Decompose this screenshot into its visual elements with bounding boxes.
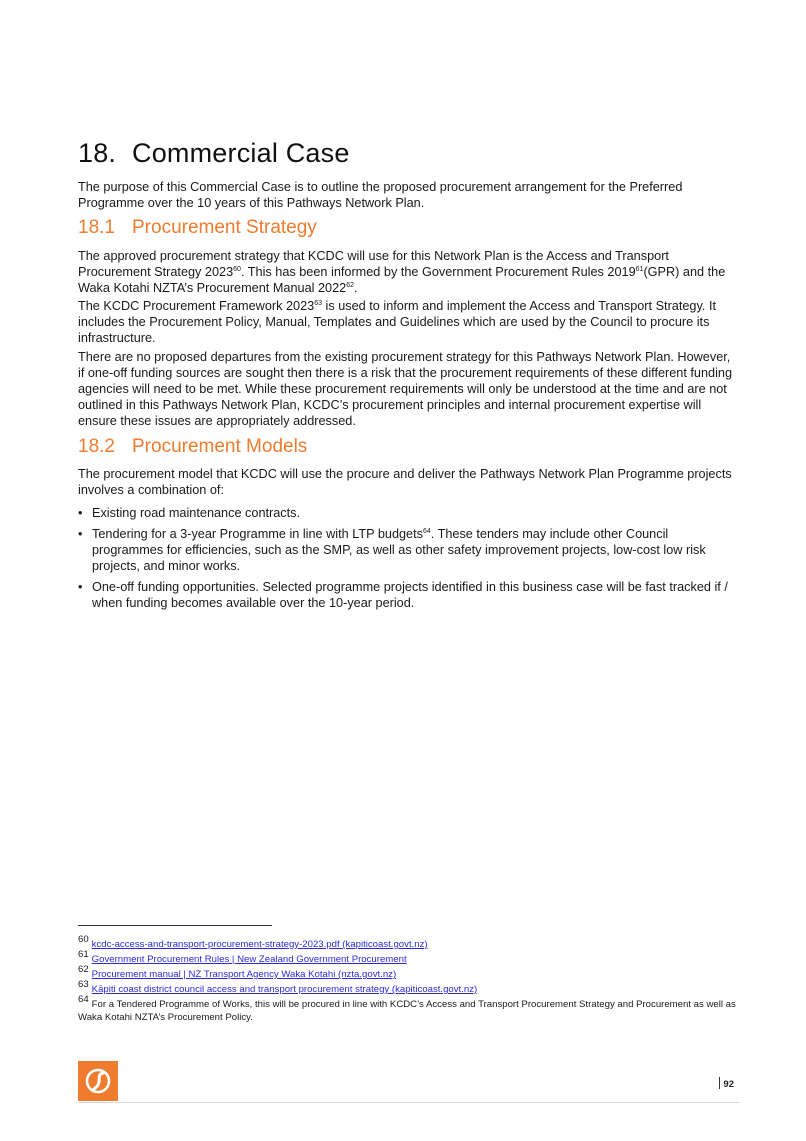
- text-run: (GPR) and the Waka Kotahi NZTA’s Procurement Manual 2022: [78, 265, 726, 295]
- strategy-paragraph-1: [78, 248, 738, 296]
- strategy-paragraph-2: [78, 298, 738, 346]
- text-run: The KCDC Procurement Framework 2023: [78, 299, 315, 313]
- text-run: Tendering for a 3-year Programme in line with LTP budgets: [92, 527, 423, 541]
- text-run: The approved procurement strategy that KCDC will use for this Network Plan is the Access and Transport Procurement Strategy 2023: [78, 249, 669, 279]
- models-intro-paragraph: The procurement model that KCDC will use the procure and deliver the Pathways Network Plan Programme projects involves a combination of:: [78, 467, 732, 497]
- footnote-number: 61: [78, 949, 89, 960]
- footnote-number: 63: [78, 979, 89, 990]
- section-heading-18-2: [78, 436, 307, 458]
- text-run: is used to inform and implement the Access and Transport Strategy. It includes the Procurement Policy, Manual, Templates and Guidelines which are used by the Council to procure its infrastructure.: [78, 299, 716, 345]
- footer-divider: [78, 1102, 740, 1103]
- chapter-heading: [78, 138, 350, 169]
- footnote-link[interactable]: Government Procurement Rules | New Zealand Government Procurement: [91, 954, 407, 965]
- list-item: [78, 505, 738, 521]
- footnote-63: [78, 979, 738, 996]
- footnote-ref-61[interactable]: 61: [635, 266, 644, 273]
- chapter-title: Commercial Case: [132, 138, 350, 168]
- bullet-icon: •: [78, 580, 83, 594]
- footnote-number: 64: [78, 994, 89, 1005]
- footnote-link[interactable]: Procurement manual | NZ Transport Agency Waka Kotahi (nzta.govt.nz): [91, 969, 397, 980]
- footnote-separator: [78, 925, 272, 926]
- footnote-ref-64[interactable]: 64: [422, 528, 431, 535]
- section-heading-18-1: [78, 217, 317, 239]
- footnote-ref-60[interactable]: 60: [233, 266, 241, 273]
- footnote-text: For a Tendered Programme of Works, this will be procured in line with KCDC’s Access and Transport Procurement Strategy and Procurement as well as Waka Kotahi NZTA’s Procurement Policy.: [78, 999, 736, 1023]
- text-run: .: [354, 281, 358, 295]
- bullet-icon: •: [78, 506, 83, 520]
- council-logo-icon: [78, 1061, 118, 1101]
- chapter-number: 18.: [78, 138, 117, 168]
- list-item: [78, 579, 738, 611]
- intro-paragraph: The purpose of this Commercial Case is to outline the proposed procurement arrangement for the Preferred Programme over the 10 years of this Pathways Network Plan.: [78, 180, 683, 210]
- section-number: 18.2: [78, 436, 115, 457]
- footnote-number: 62: [78, 964, 89, 975]
- strategy-paragraph-3: There are no proposed departures from the existing procurement strategy for this Pathways Network Plan. However, if one-off funding sources are sought then there is a risk that the procurement requirements of these different funding agencies will need to be met. While these procurement requirements will only be understood at the time and are not outlined in this Pathways Network Plan, KCDC’s procurement principles and internal procurement expertise will ensure these issues are appropriately addressed.: [78, 350, 733, 428]
- footnote-62: [78, 964, 738, 981]
- footnote-60: [78, 934, 738, 951]
- footnote-ref-62[interactable]: 62: [346, 282, 354, 289]
- section-title: Procurement Strategy: [132, 217, 317, 238]
- footnote-ref-63[interactable]: 63: [314, 300, 323, 307]
- section-number: 18.1: [78, 217, 115, 238]
- text-run: Existing road maintenance contracts.: [92, 506, 301, 520]
- footnote-61: [78, 949, 738, 966]
- list-item: [78, 526, 738, 574]
- footnote-64: [78, 994, 738, 1024]
- text-run: . This has been informed by the Government Procurement Rules 2019: [240, 265, 636, 279]
- footnote-link[interactable]: Kāpiti coast district council access and transport procurement strategy (kapiticoast.govt.nz): [91, 984, 478, 995]
- bullet-icon: •: [78, 527, 83, 541]
- page-number-value: 92: [723, 1079, 734, 1090]
- page-number-divider: [719, 1077, 720, 1089]
- text-run: . These tenders may include other Council programmes for efficiencies, such as the SMP, as well as other safety improvement projects, low-cost low risk projects, and minor works.: [92, 527, 706, 573]
- footnote-link[interactable]: kcdc-access-and-transport-procurement-strategy-2023.pdf (kapiticoast.govt.nz): [91, 939, 428, 950]
- text-run: One-off funding opportunities. Selected programme projects identified in this business case will be fast tracked if / when funding becomes available over the 10-year period.: [92, 580, 728, 610]
- footnotes: [78, 934, 738, 1026]
- footnote-number: 60: [78, 934, 89, 945]
- section-title: Procurement Models: [132, 436, 308, 457]
- page-number: [719, 1077, 734, 1090]
- procurement-models-list: [78, 505, 738, 616]
